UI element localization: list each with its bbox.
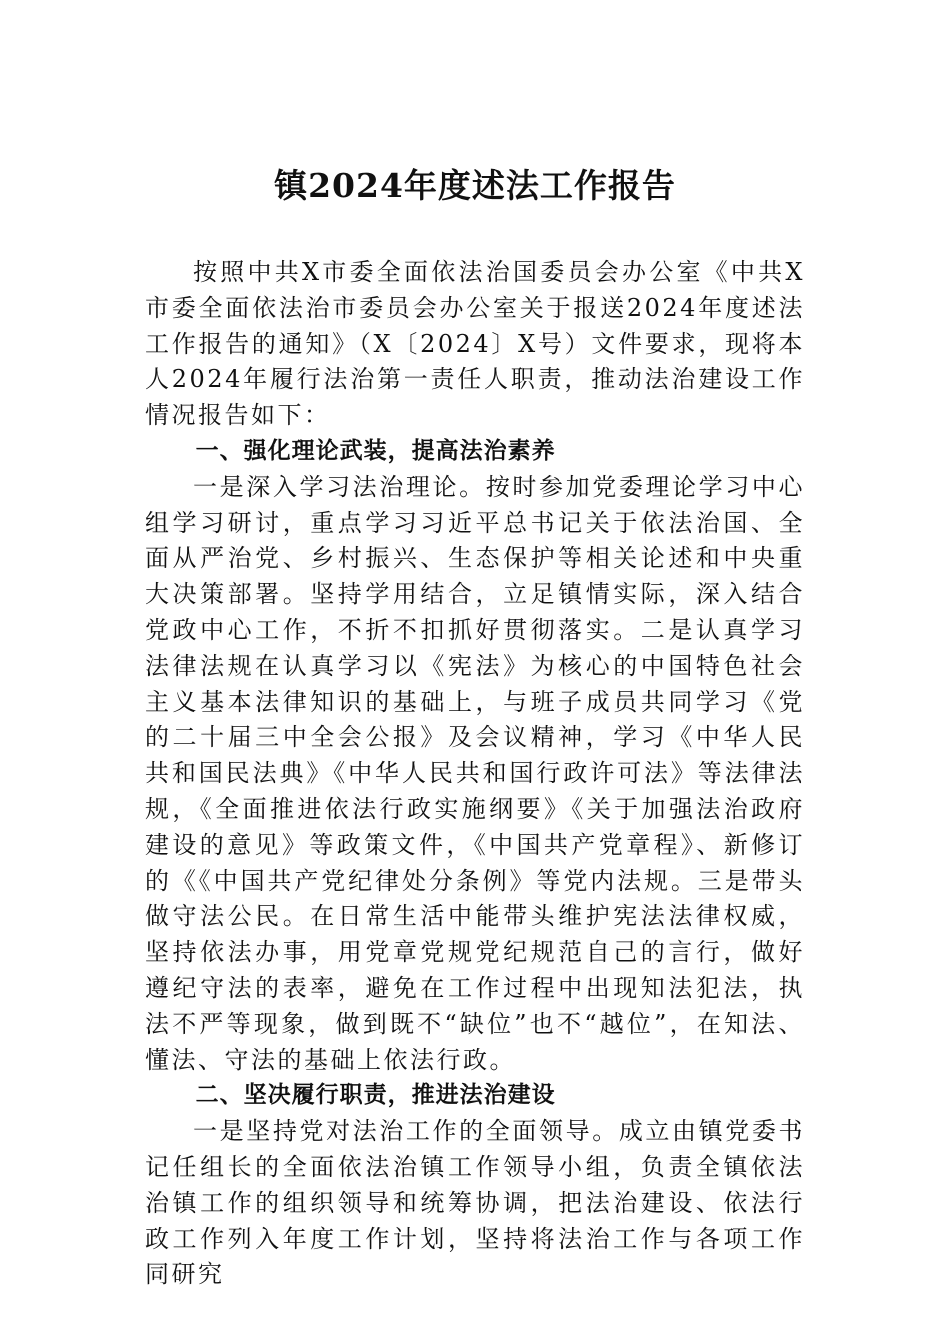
section-heading-1: 一、强化理论武装，提高法治素养 <box>195 437 556 464</box>
document-body <box>145 255 805 1293</box>
section-heading-2: 二、坚决履行职责，推进法治建设 <box>195 1082 556 1109</box>
section-paragraph-2: 一是坚持党对法治工作的全面领导。成立由镇党委书记任组长的全面依法治镇工作领导小组，负责全镇依法治镇工作的组织领导和统筹协调，把法治建设、依法行政工作列入年度工作计划，坚持将法治工作与各项工作同研究 <box>145 1117 805 1289</box>
intro-paragraph: 按照中共X市委全面依法治国委员会办公室《中共X市委全面依法治市委员会办公室关于报送2024年度述法工作报告的通知》（X〔2024〕X号）文件要求，现将本人2024年履行法治第一责任人职责，推动法治建设工作情况报告如下： <box>145 258 805 430</box>
document-title: 镇2024年度述法工作报告 <box>274 166 676 205</box>
section-paragraph-1: 一是深入学习法治理论。按时参加党委理论学习中心组学习研讨，重点学习习近平总书记关于依法治国、全面从严治党、乡村振兴、生态保护等相关论述和中央重大决策部署。坚持学用结合，立足镇情实际，深入结合党政中心工作，不折不扣抓好贯彻落实。二是认真学习法律法规在认真学习以《宪法》为核心的中国特色社会主义基本法律知识的基础上，与班子成员共同学习《党的二十届三中全会公报》及会议精神，学习《中华人民共和国民法典》《中华人民共和国行政许可法》等法律法规，《全面推进依法行政实施纲要》《关于加强法治政府建设的意见》等政策文件，《中国共产党章程》、新修订的《《中国共产党纪律处分条例》等党内法规。三是带头做守法公民。在日常生活中能带头维护宪法法律权威，坚持依法办事，用党章党规党纪规范自己的言行，做好遵纪守法的表率，避免在工作过程中出现知法犯法，执法不严等现象，做到既不“缺位”也不“越位”，在知法、懂法、守法的基础上依法行政。 <box>145 472 805 1074</box>
